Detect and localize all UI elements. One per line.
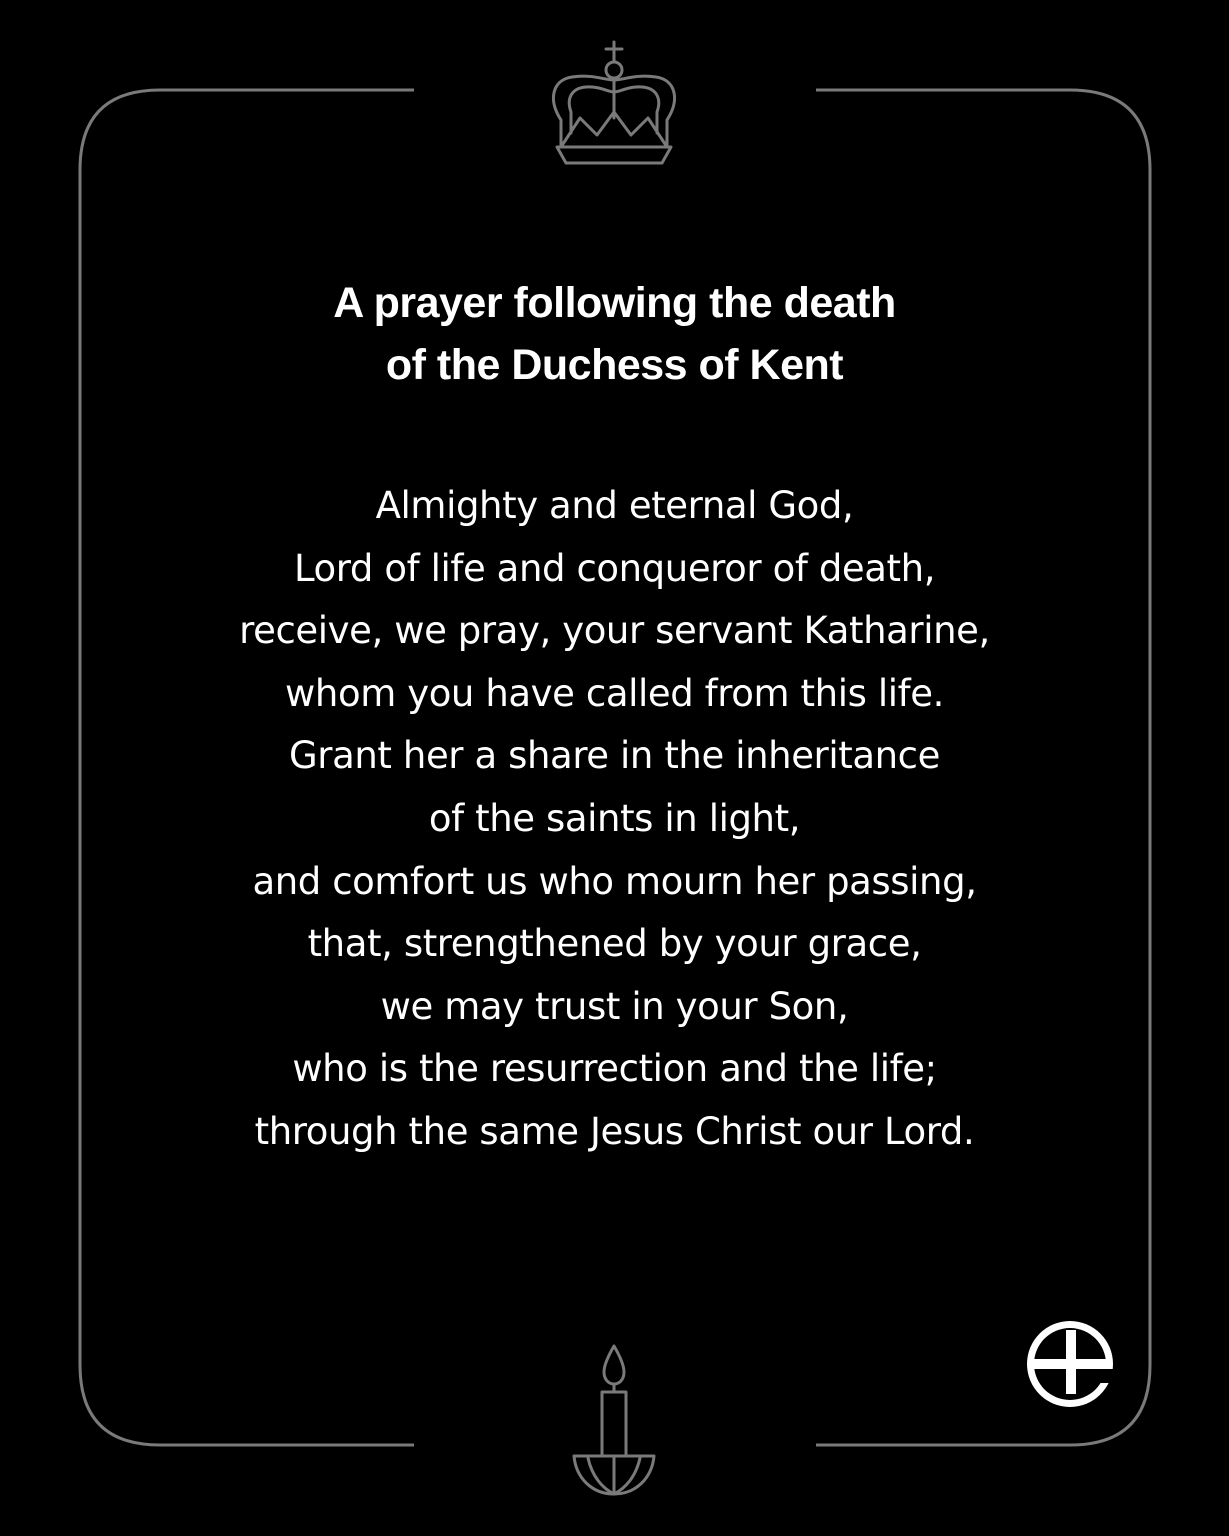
prayer-line: receive, we pray, your servant Katharine, bbox=[239, 609, 990, 653]
prayer-line: we may trust in your Son, bbox=[380, 984, 849, 1028]
title-line: A prayer following the death bbox=[333, 279, 896, 327]
prayer-line: who is the resurrection and the life; bbox=[292, 1047, 937, 1091]
prayer-line: Grant her a share in the inheritance bbox=[289, 734, 940, 778]
prayer-line: through the same Jesus Christ our Lord. bbox=[254, 1109, 975, 1153]
prayer-line: whom you have called from this life. bbox=[285, 671, 944, 715]
church-of-england-logo-icon bbox=[1027, 1321, 1116, 1407]
prayer-line: and comfort us who mourn her passing, bbox=[252, 859, 977, 903]
prayer-line: Almighty and eternal God, bbox=[375, 484, 854, 527]
prayer-title bbox=[0, 272, 1229, 396]
prayer-line: Lord of life and conqueror of death, bbox=[293, 546, 936, 590]
prayer-line: of the saints in light, bbox=[428, 796, 801, 840]
prayer-text bbox=[0, 475, 1229, 1164]
candle-icon bbox=[574, 1346, 654, 1494]
title-line: of the Duchess of Kent bbox=[385, 341, 844, 389]
prayer-line: that, strengthened by your grace, bbox=[307, 922, 922, 966]
crown-icon bbox=[553, 42, 674, 163]
